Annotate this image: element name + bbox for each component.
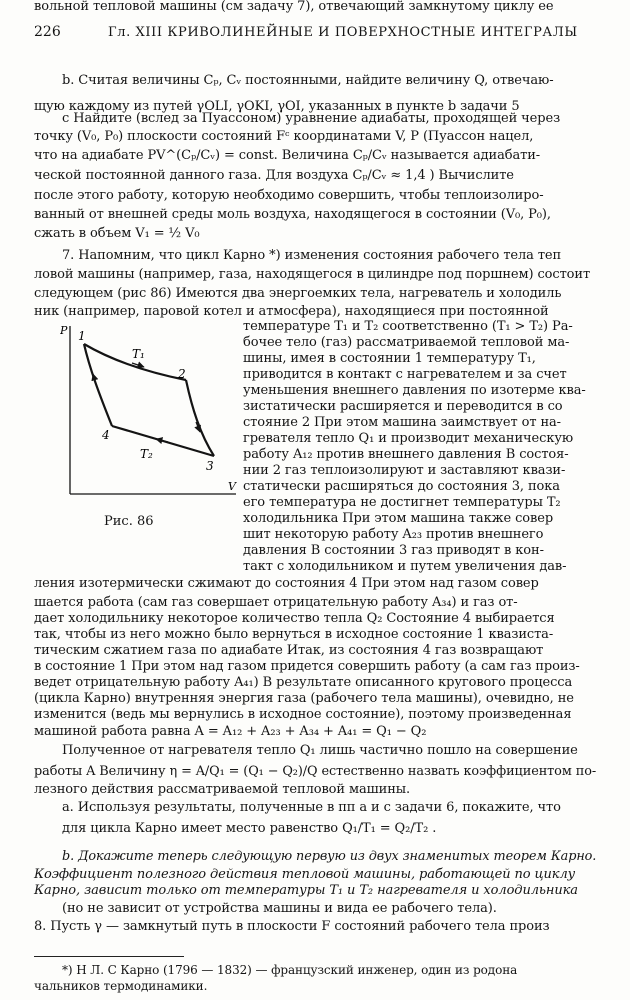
footnote-line: *) Н Л. С Карно (1796 — 1832) — французский инженер, один из родона [62,963,518,977]
text-line: такт с холодильником и путем увеличения дав- [243,559,567,574]
text-line: вольной тепловой машины (см задачу 7), отвечающий замкнутому циклу ее [34,0,554,14]
running-title: Гл. XIII КРИВОЛИНЕЙНЫЕ И ПОВЕРХНОСТНЫЕ ИНТЕГРАЛЫ [108,25,578,40]
text-line: тическим сжатием газа по адиабате Итак, из состояния 4 газ возвращают [34,643,544,658]
text-line: для цикла Карно имеет место равенство Q₁/T₁ = Q₂/T₂ . [62,821,437,836]
figure-caption: Рис. 86 [104,514,154,529]
text-line: гревателя тепло Q₁ и производит механическую [243,431,574,446]
text-line: так, чтобы из него можно было вернуться в исходное состояние 1 квазиста- [34,627,554,642]
curve-label: T₂ [140,447,153,461]
point-label: 2 [178,367,186,381]
text-line: Коэффициент полезного действия тепловой машины, работающей по циклу [34,867,576,882]
page-number: 226 [34,24,61,40]
adiabat-2-3 [186,380,214,456]
text-line: уменьшения внешнего давления по изотерме ква- [243,383,586,398]
point-label: 4 [102,428,110,442]
text-line: нии 2 газ теплоизолируют и заставляют квази- [243,463,566,478]
text-line: ления изотермически сжимают до состояния 4 При этом над газом совер [34,576,539,591]
text-line: работы A Величину η = A/Q₁ = (Q₁ − Q₂)/Q естественно назвать коэффициентом по- [34,764,597,779]
text-line: (но не зависит от устройства машины и вида ее рабочего тела). [62,901,497,916]
text-line: ведет отрицательную работу A₄₁) В результате описанного кругового процесса [34,675,573,690]
text-line: после этого работу, которую необходимо совершить, чтобы теплоизолиро- [34,188,544,203]
text-line: b. Докажите теперь следующую первую из двух знаменитых теорем Карно. [62,849,597,864]
text-line: ловой машины (например, газа, находящегося в цилиндре под поршнем) состоит [34,267,591,282]
axis-label-v: V [228,480,236,493]
text-line: работу A₁₂ против внешнего давления В состоя- [243,447,569,462]
text-line: шит некоторую работу A₂₃ против внешнего [243,527,544,542]
footnote-line: чальников термодинамики. [34,979,208,993]
axis-label-p: P [60,324,68,337]
footnote-rule [34,956,184,957]
text-line: температуре T₁ и T₂ соответственно (T₁ > T₂) Ра- [243,319,573,334]
text-line: 7. Напомним, что цикл Карно *) изменения состояния рабочего тела теп [62,248,562,263]
text-line: c Найдите (вслед за Пуассоном) уравнение адиабаты, проходящей через [62,111,561,126]
text-line: ванный от внешней среды моль воздуха, находящегося в состоянии (V₀, P₀), [34,207,551,222]
text-line: в состояние 1 При этом над газом придется совершить работу (а сам газ произ- [34,659,580,674]
text-line: статически расширяться до состояния 3, пока [243,479,560,494]
text-line: изменится (ведь мы вернулись в исходное состояние), поэтому произведенная [34,707,572,722]
point-label: 3 [206,459,214,473]
text-line: Карно, зависит только от температуры T₁ и T₂ нагревателя и холодильника [34,883,578,898]
text-line: (цикла Карно) внутренняя энергия газа (рабочего тела машины), очевидно, не [34,691,574,706]
point-label: 1 [78,329,86,343]
text-line: машиной работа равна A = A₁₂ + A₂₃ + A₃₄ + A₄₁ = Q₁ − Q₂ [34,724,427,739]
text-line: сжать в объем V₁ = ½ V₀ [34,226,200,241]
text-line: дает холодильнику некоторое количество тепла Q₂ Состояние 4 выбирается [34,611,555,626]
text-line: зистатически расширяется и переводится в со [243,399,563,414]
text-line: шины, имея в состоянии 1 температуру T₁, [243,351,536,366]
curve-label: T₁ [132,347,145,361]
text-line: щую каждому из путей γOLI, γOKI, γOI, указанных в пункте b задачи 5 [34,99,520,114]
text-line: точку (V₀, P₀) плоскости состояний Fᶜ координатами V, P (Пуассон нацел, [34,129,534,144]
text-line: b. Считая величины Cₚ, Cᵥ постоянными, найдите величину Q, отвечаю- [62,73,554,88]
text-line: ник (например, паровой котел и атмосфера), находящиеся при постоянной [34,304,549,319]
text-line: 8. Пусть γ — замкнутый путь в плоскости F состояний рабочего тела произ [34,919,550,934]
carnot-cycle-diagram [60,322,240,504]
text-line: его температура не достигнет температуры T₂ [243,495,561,510]
text-line: давления В состоянии 3 газ приводят в кон- [243,543,544,558]
text-line: приводится в контакт с нагревателем и за счет [243,367,567,382]
text-line: лезного действия рассматриваемой тепловой машины. [34,782,411,797]
text-line: бочее тело (газ) рассматриваемой тепловой ма- [243,335,570,350]
text-line: холодильника При этом машина также совер [243,511,554,526]
text-line: что на адиабате PV^(Cₚ/Cᵥ) = const. Величина Cₚ/Cᵥ называется адиабати- [34,148,541,163]
text-line: ческой постоянной данного газа. Для воздуха Cₚ/Cᵥ ≈ 1,4 ) Вычислите [34,168,514,183]
text-line: шается работа (сам газ совершает отрицательную работу A₃₄) и газ от- [34,595,518,610]
text-line: a. Используя результаты, полученные в пп а и с задачи 6, покажите, что [62,800,561,815]
page-header [34,24,602,46]
text-line: следующем (рис 86) Имеются два энергоемких тела, нагреватель и холодиль [34,286,562,301]
text-line: стояние 2 При этом машина заимствует от на- [243,415,561,430]
text-line: Полученное от нагревателя тепло Q₁ лишь частично пошло на совершение [62,743,578,758]
